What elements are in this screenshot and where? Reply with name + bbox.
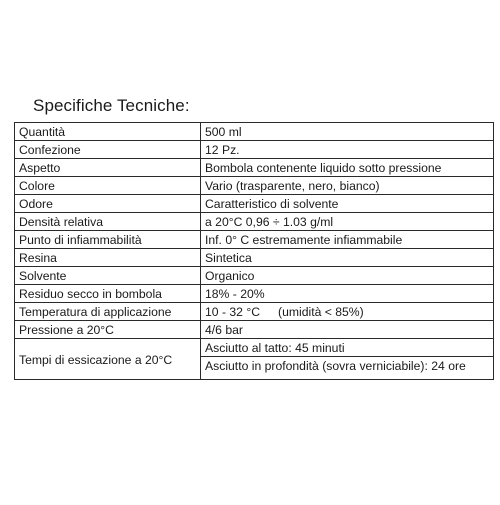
row-label: Temperatura di applicazione bbox=[15, 303, 201, 321]
table-row bbox=[15, 195, 494, 213]
row-label: Densità relativa bbox=[15, 213, 201, 231]
table-row bbox=[15, 123, 494, 141]
row-value: Caratteristico di solvente bbox=[201, 195, 494, 213]
row-value: Sintetica bbox=[201, 249, 494, 267]
table-row bbox=[15, 177, 494, 195]
row-value: Vario (trasparente, nero, bianco) bbox=[201, 177, 494, 195]
row-value: a 20°C 0,96 ÷ 1.03 g/ml bbox=[201, 213, 494, 231]
row-label: Punto di infiammabilità bbox=[15, 231, 201, 249]
row-value: Organico bbox=[201, 267, 494, 285]
row-label: Pressione a 20°C bbox=[15, 321, 201, 339]
row-label: Colore bbox=[15, 177, 201, 195]
row-value-extra: (umidità < 85%) bbox=[278, 305, 364, 319]
table-row bbox=[15, 231, 494, 249]
row-value: 500 ml bbox=[201, 123, 494, 141]
table-row bbox=[15, 141, 494, 159]
table-row bbox=[15, 285, 494, 303]
table-row bbox=[15, 159, 494, 177]
row-label: Quantità bbox=[15, 123, 201, 141]
row-value: Asciutto in profondità (sovra verniciabile): 24 ore bbox=[201, 357, 494, 380]
row-label: Confezione bbox=[15, 141, 201, 159]
row-label: Resina bbox=[15, 249, 201, 267]
table-row bbox=[15, 249, 494, 267]
row-value-main: 10 - 32 °C bbox=[205, 305, 261, 319]
table-row bbox=[15, 303, 494, 321]
row-value: Asciutto al tatto: 45 minuti bbox=[201, 339, 494, 357]
table-row bbox=[15, 321, 494, 339]
row-value: Inf. 0° C estremamente infiammabile bbox=[201, 231, 494, 249]
table-row bbox=[15, 213, 494, 231]
row-value: 4/6 bar bbox=[201, 321, 494, 339]
table-row bbox=[15, 339, 494, 357]
row-label: Residuo secco in bombola bbox=[15, 285, 201, 303]
row-value: 12 Pz. bbox=[201, 141, 494, 159]
row-label: Tempi di essicazione a 20°C bbox=[15, 339, 201, 380]
table-row bbox=[15, 267, 494, 285]
row-value bbox=[201, 303, 494, 321]
row-label: Solvente bbox=[15, 267, 201, 285]
row-value: 18% - 20% bbox=[201, 285, 494, 303]
specs-table bbox=[14, 122, 494, 380]
row-value: Bombola contenente liquido sotto pressione bbox=[201, 159, 494, 177]
row-label: Odore bbox=[15, 195, 201, 213]
section-title: Specifiche Tecniche: bbox=[33, 96, 190, 115]
row-label: Aspetto bbox=[15, 159, 201, 177]
